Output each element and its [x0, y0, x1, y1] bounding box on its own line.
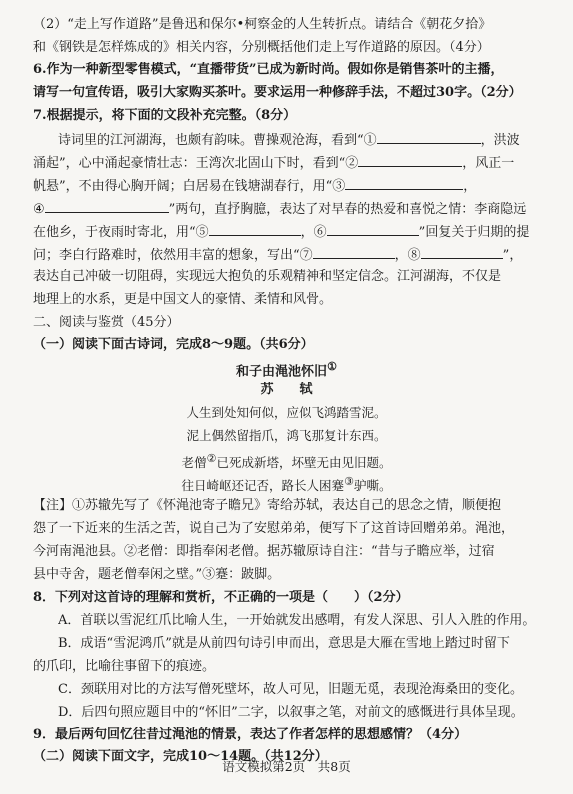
q7-text-line8: 地理上的水系，更是中国文人的豪情、柔情和风骨。 [33, 292, 333, 307]
q7-text-line2: 涌起”，心中涌起豪情壮志：王湾次北固山下时，看到“② ，风正一 [33, 156, 515, 171]
q7-title: 7.根据提示，将下面的文段补充完整。（8分） [33, 108, 297, 123]
answer-blank[interactable] [377, 131, 481, 144]
q8-option-b-line2: 的爪印，比喻往事留下的痕迹。 [33, 659, 216, 674]
q7-text-line6: 问；李白行路难时，依然用丰富的想象，写出“⑦ ，⑧ ”， [33, 248, 523, 263]
q7-text-line4: ④ ”两句，直抒胸臆，表达了对早春的热爱和喜悦之情：李商隐远 [33, 202, 527, 217]
q5-2-line1: （2）“走上写作道路”是鲁迅和保尔•柯察金的人生转折点。请结合《朝花夕拾》 [33, 17, 492, 32]
poem-line-3: 老僧②已死成新塔，坏壁无由见旧题。 [181, 452, 392, 471]
section-two-heading: 二、阅读与鉴赏（45分） [33, 315, 180, 330]
q7-text-line3: 帆悬”，不由得心胸开阔；白居易在钱塘湖春行，用“③ ， [33, 179, 477, 194]
answer-blank[interactable] [345, 177, 463, 190]
poem-line-1: 人生到处知何似，应似飞鸿踏雪泥。 [186, 405, 387, 420]
q6-line2: 请写一句宣传语，吸引大家购买茶叶。要求运用一种修辞手法，不超过30字。（2分） [33, 85, 522, 100]
q8-option-d: D．后四句照应题目中的“怀旧”二字，以叙事之笔，对前文的感慨进行具体呈现。 [58, 705, 524, 720]
answer-blank[interactable] [421, 246, 503, 259]
poem-line-4: 往日崎岖还记否，路长人困蹇③驴嘶。 [181, 475, 392, 494]
answer-blank[interactable] [313, 246, 395, 259]
answer-blank[interactable] [327, 223, 419, 236]
note-line3: 今河南渑池县。②老僧：即指奉闲老僧。据苏辙原诗自注：“昔与子瞻应举，过宿 [33, 544, 495, 559]
poem-line-2: 泥上偶然留指爪，鸿飞那复计东西。 [186, 428, 387, 443]
q8-stem: 8．下列对这首诗的理解和赏析，不正确的一项是（ ）（2分） [33, 590, 409, 605]
q7-text-line5: 在他乡，于夜雨时寄北，用“⑤ ，⑥ ”回复关于归期的提 [33, 225, 530, 240]
page-footer: 语文模拟第2页 共8页 [222, 759, 351, 774]
q6-line1: 6.作为一种新型零售模式，“直播带货”已成为新时尚。假如你是销售茶叶的主播， [33, 62, 504, 77]
note-line1: 【注】①苏辙先写了《怀渑池寄子瞻兄》寄给苏轼，表达自己的思念之情，顺便抱 [33, 498, 502, 513]
note-line2: 怨了一下近来的生活之苦，说自己为了安慰弟弟，便写下了这首诗回赠弟弟。渑池， [33, 521, 515, 536]
answer-blank[interactable] [45, 200, 169, 213]
poem-author: 苏 轼 [260, 382, 313, 397]
note-line4: 县中寺舍，题老僧奉闲之壁。”③蹇：跛脚。 [33, 567, 281, 582]
q5-2-line2: 和《钢铁是怎样炼成的》相关内容，分别概括他们走上写作道路的原因。（4分） [33, 40, 490, 55]
poem-title: 和子由渑池怀旧① [236, 360, 337, 380]
q9-stem: 9．最后两句回忆往昔过渑池的情景，表达了作者怎样的思想感情？（4分） [33, 727, 468, 742]
q8-option-c: C．颈联用对比的方法写僧死壁坏，故人可见，旧题无觅，表现沧海桑田的变化。 [58, 682, 523, 697]
answer-blank[interactable] [209, 223, 301, 236]
q8-option-a: A．首联以雪泥红爪比喻人生，一开始就发出感喟，有发人深思、引人入胜的作用。 [58, 613, 536, 628]
q8-option-b-line1: B．成语“雪泥鸿爪”就是从前四句诗引申而出，意思是大雁在雪地上踏过时留下 [58, 636, 510, 651]
answer-blank[interactable] [358, 154, 462, 167]
part-two-heading: （二）阅读下面文字，完成10～14题。（共12分） [33, 749, 328, 764]
q7-text-line7: 表达自己冲破一切阻碍，实现远大抱负的乐观精神和坚定信念。江河湖海，不仅是 [33, 269, 502, 284]
q7-text-line1: 诗词里的江河湖海，也颇有韵味。曹操观沧海，看到“① ，洪波 [58, 133, 520, 148]
part-one-heading: （一）阅读下面古诗词，完成8～9题。（共6分） [33, 337, 314, 352]
